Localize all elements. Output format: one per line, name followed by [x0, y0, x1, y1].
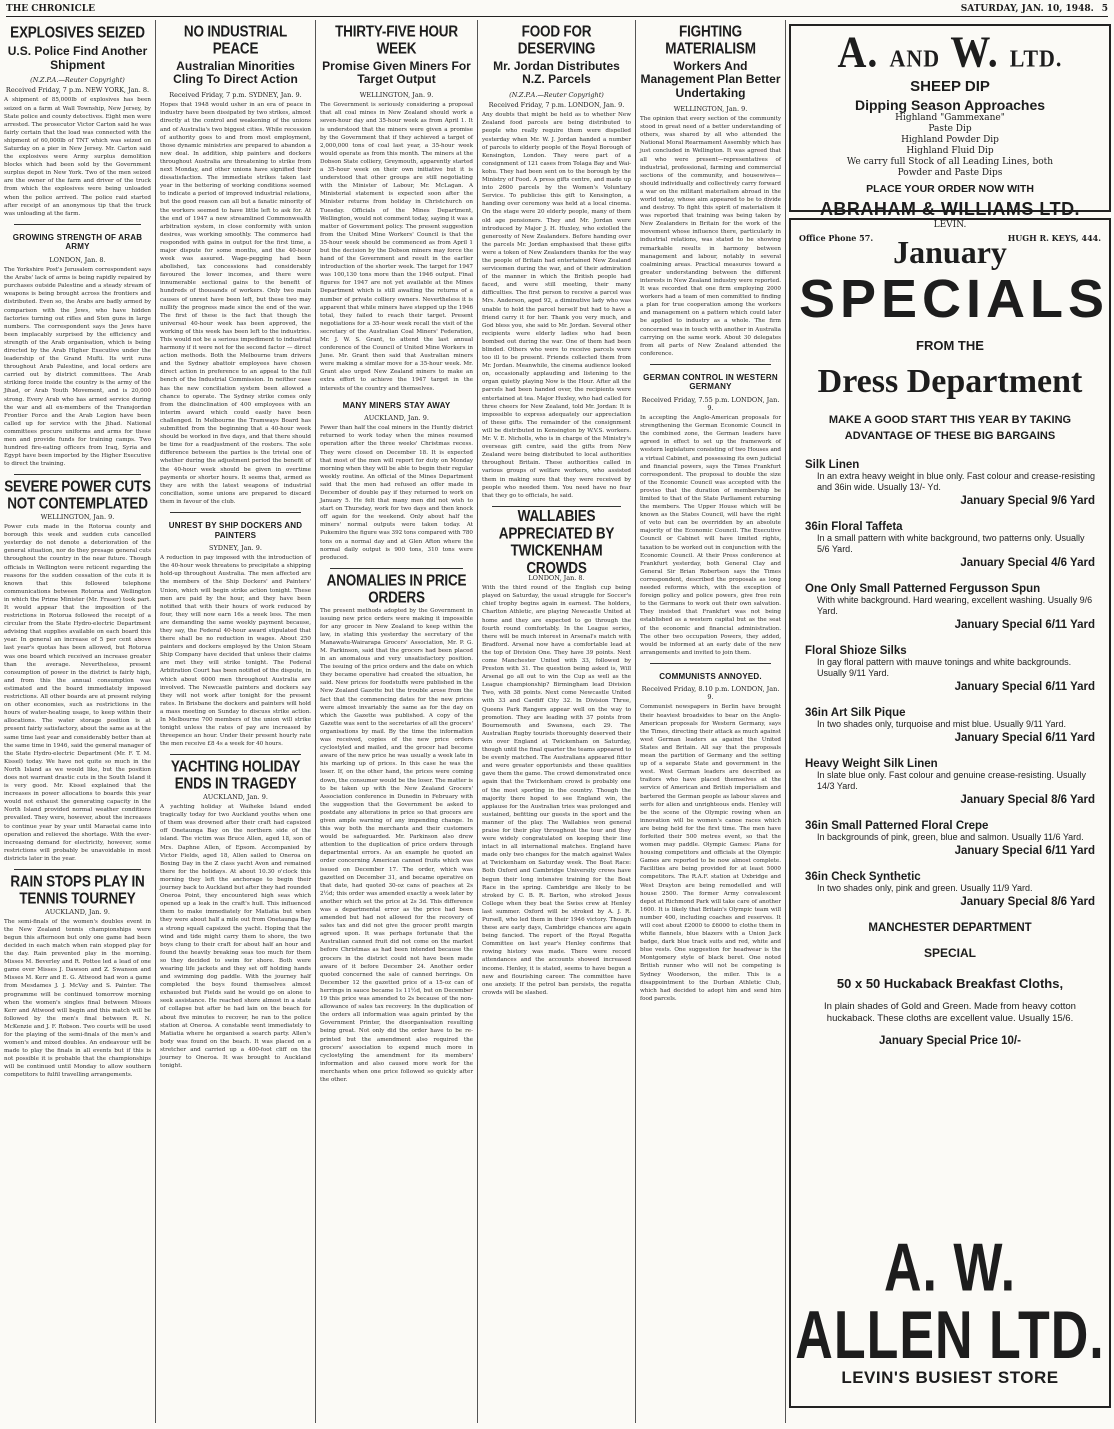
item-price: January Special 8/6 Yard: [960, 895, 1095, 908]
headline: COMMUNISTS ANNOYED.: [659, 671, 762, 681]
issue-date-block: [961, 4, 1108, 14]
sale-item: [805, 707, 1095, 744]
paper-name: THE CHRONICLE: [6, 4, 95, 14]
page-number: 5: [1101, 4, 1108, 14]
item-desc: In two shades only, pink and green. Usually 11/9 Yard.: [817, 882, 1033, 893]
article-body: Hopes that 1948 would usher in an era of peace in industry have been dissipated by two strikes, almost directly at the control and weakening of the unions and of Australia's two biggest cities. While recession of authority goes to and from most employment, those dynamic ministries are prepared to abandon a new deal. In addition, ship painters and dockers throughout Australia are threatening to strike from next Monday, and other unions have signified their dissatisfaction. The immediate strikes taken last year in the bettering of working conditions seemed to indicate a period of improved industrial relations, but the good reason can all but a fanatic minority of the workers seemed to have little left to ask for. At the end of 1947 a new streamlined Commonwealth arbitration system, in close conformity with union desires, was working smoothly. The commerce had responded with gains in output for the first time, a major dispute for some months, and the 40-hour week was assured. Wage-pegging had been abolished, tax concessions had considerably favoured the lower incomes, and there were innumerable sectional gains to the benefit of hundreds of thousands of workers. Only two main causes of unrest have been left, but these two may nullify the progress made since the end of the war. The first of these is the fact that though the universal 40-hour week has been approved, the working of this week has been left to the industries. This would not be a serious impediment to industrial harmony if it were not for the second factor — direct action methods. Both the Melbourne tram drivers and the Sydney abattoir employees have chosen direct action in preference to an appeal to the full bench of the Industrial Commission. In neither case has the new conciliation system been allowed a chance to operate. The Sydney strike comes only from the disinclination of 400 employees with an interim award which could easily have been challenged. In Melbourne the Tramways Board has submitted from the beginning that a 40-hour week should be worked in five days, and that there should be time for a readjustment of the rosters. The sole difference between the parties is the trivial one of whether during the adjustment period the benefit of the 40-hour week should be given in overtime payments or shorter hours. It seems that, armed as they are with the latest weapons of industrial conciliation, some unions are prepared to discard them in favour of the club.: [160, 102, 311, 505]
column-4: [477, 20, 635, 1423]
item-name: Floral Shioze Silks: [805, 644, 907, 657]
item-desc: With white background. Hard wearing, excellent washing. Usually 9/6 Yard.: [817, 594, 1093, 616]
item-name: 36in Floral Taffeta: [805, 520, 903, 533]
product-tagline: Dipping Season Approaches: [854, 97, 1046, 113]
headline: ANOMALIES IN PRICE ORDERS: [326, 571, 467, 606]
ad-from: FROM THE: [916, 337, 984, 353]
dateline: Received Friday, 7.55 p.m. LONDON, Jan. 9.: [641, 396, 780, 413]
manchester-special: SPECIAL: [923, 945, 976, 960]
masthead: [6, 4, 1108, 17]
ad-department: Dress Department: [817, 362, 1083, 400]
allen-advertisement: [789, 218, 1111, 1408]
headline: GROWING STRENGTH OF ARAB ARMY: [12, 232, 143, 252]
aw-brand: [799, 26, 1101, 77]
order-prompt: PLACE YOUR ORDER NOW WITH: [866, 183, 1034, 195]
headline: MANY MINERS STAY AWAY: [342, 400, 451, 410]
headline: NO INDUSTRIAL PEACE: [183, 22, 288, 57]
headline: RAIN STOPS PLAY IN TENNIS TOURNEY: [10, 872, 145, 907]
product-title: SHEEP DIP: [910, 78, 990, 95]
agent-phone: HUGH R. KEYS, 444.: [1007, 233, 1101, 243]
item-price: January Special 4/6 Yard: [960, 556, 1095, 569]
dateline: AUCKLAND, Jan. 9.: [364, 414, 429, 423]
store-name: A. W. ALLEN LTD.: [795, 1230, 1105, 1374]
issue-date: SATURDAY, JAN. 10, 1948.: [960, 4, 1094, 14]
item-desc: In backgrounds of pink, green, blue and salmon. Usually 11/6 Yard.: [817, 831, 1084, 842]
headline: EXPLOSIVES SEIZED: [10, 23, 145, 41]
advertisement-column: [785, 20, 1114, 1423]
article-body: A reduction in pay imposed with the introduction of the 40-hour week threatens to precipitate a shipping hold-up throughout Australia. The men affected are the members of the Ship Dockers' and Painters' Union, which will begin strike action tonight. These men are paid by the hour, and they have been notified that with their hours of work reduced by four, they will now earn 16s a week less. The men are demanding the same weekly payment because, they say, the Federal 40-hour award stipulated that there shall be no reduction in wages. About 250 painters and dockers employed by the Union Steam Ship Company have decided that unless their claims are met they will strike tonight. The Federal Arbitration Court has been notified of the dispute, in which about 6000 men throughout Australia are involved. The Newcastle painters and dockers say they will not work after tonight for the present rates. In Brisbane the dockers and painters will hold a mass meeting on Sunday to discuss strike action. In Melbourne 700 members of the union will strike tonight unless the rates of pay are increased by threepence an hour. Under their present hourly rate the men receive £8 4s a week for 40 hours.: [160, 555, 311, 748]
subheadline: Workers And Management Plan Better Undertaking: [640, 58, 781, 101]
sale-item: [805, 645, 1095, 693]
towel-item: 50 x 50 Huckaback Breakfast Cloths,: [836, 975, 1064, 991]
headline: FIGHTING MATERIALISM: [665, 22, 756, 57]
subheadline: Promise Given Miners For Target Output: [322, 58, 471, 87]
dateline: Received Friday, 7 p.m. SYDNEY, Jan. 9.: [169, 91, 302, 100]
brand-ltd: LTD.: [1009, 44, 1063, 72]
product-line: Highland "Gammexane": [895, 113, 1005, 123]
article-body: Fewer than half the coal miners in the Huntly district returned to work today when the mines resumed operation after the three weeks' Christmas recess. They were closed on December 18. It is expected that most of the men will report for duty on Monday morning when they will be able to begin their regular weekly routine. An official of the Mines Department said that the men had refused an offer made in December of double pay if they returned to work on January 5. He felt that many men did not wish to start on Thursday, work for two days and then knock off again for the weekend. Only about half the miners' normal outputs were taken today. At Pukemiro the figure was 392 tons compared with 780 tons on a normal day and at Glen Afton where the normal daily output is 900 tons, 310 tons were produced.: [320, 425, 473, 561]
ad-promo: MAKE A GOOD START THIS YEAR BY TAKING ADVANTAGE OF THESE BIG BARGAINS: [828, 413, 1072, 442]
article-body: With the third round of the English cup being played on Saturday, the usual struggle for Soccer's chief trophy begins again in earnest. The holders, Charlton Athletic, are playing Newcastle United at home and they are expected to go through the fourth round comfortably. In the League series, there will be much interest in Arsenal's match with Bradford. Arsenal now have a comfortable lead at the top of Division One. They have 39 points. Next come Manchester United with 33, followed by Preston with 31. The question being asked is, Will Arsenal go all out to win the Cup as well as the League championship? Birmingham lead Division Two, with 38 points. Next come Newcastle United with 33 and Cardiff City 32. In Division Three, Queens Park Rangers appear well on the way to promotion. They are leading with 37 points from Bournemouth and Swansea, each 29. The Australian Rugby tourists thoroughly deserved their win over England at Twickenham on Saturday, though until the final quarter the teams appeared to be evenly matched. The Australians appeared fitter and were greater opportunists and these qualities gave them the game. The crowd demonstrated once again that the Twickenham crowd is probably one of the most sporting in the country. Though the majority there hoped to see England win, the applause for the Australian tries was prolonged and sustained, befitting our guests in the sport and the manner of the play. The Wallabies won general praise for their play throughout the tour and they were widely congratulated on keeping their line intact in all international matches. England have made only two changes for the match against Wales at Twickenham on Saturday week. The Boat Race: Both Oxford and Cambridge University crews have begun their long intensive training for the Boat Race in the spring. Cambridge are likely to be stroked by C. B. R. Barton, who stroked Jesus College when they beat the Swiss crew at Henley last summer. Oxford will be stroked by A. J. R. Pursell, who led them in their 1946 victory. Though these are early days, Cambridge chances are again being fancied. The report of the Royal Regatta Committee on last year's Henley confirms that rowing history was made. There were record attendances and the accounts showed increased income. Henley, it is stated, seems to have begun a new and flourishing career. The committee have one anxiety. If the petrol ban persists, the regatta crowds will be slashed.: [482, 585, 631, 996]
headline: WALLABIES APPRECIATED BY TWICKENHAM CROWDS: [498, 507, 615, 576]
article-body: The opinion that every section of the community stood in great need of a better understanding of others, was shared by all who attended the National Moral Rearmament Assembly which has just concluded in Wellington. It was agreed that all who were present—representatives of industrial, professional, farming and commercial sections of the community, and housewives—should individually and collectively carry forward a war on the militant materialism abroad in the world today, whose aim appeared to be to divide and destroy. To fight this spirit of materialism it was reported that training was being taken by New Zealanders in Britain for the work of the movement whose influence there, particularly in industrial relations, was stated to be showing remarkable results in harmony between management and labour, notably in several coalmining areas. Practical measures toward a greater understanding between the different interests in New Zealand industry were reported. It was recorded that one firm employing 2000 workers had a team of men committed to finding a plan for true cooperation among the workers and management on a pattern which could later be applied to industry as a whole. The firm concerned was in touch with another in Australia carrying on the same work. About 30 delegates from all parts of New Zealand attended the conference.: [640, 116, 781, 357]
article-body: The present methods adopted by the Government in issuing new price orders were making it impossible for any grocer in New Zealand to keep within the law, in stating this yesterday the secretary of the Manawatu-Wairarapa Grocers' Association, Mr. P. G. M. Parkinson, said that the grocers had been placed in an anomalous and very unsatisfactory position. The issuing of the price orders and the date on which they became operative had created the situation, he said. New prices for foodstuffs were published in the New Zealand Gazette but the trouble arose from the fact that the commencing dates for the new prices were almost invariably the same as for the day on which the Gazette was published. A copy of the Gazette was sent to the secretaries of all the grocers' organisations by mail. By the time the information was received, copies of the new price orders cyclostyled and mailed, and the grocer had become aware of the new price he was usually a week late in his marking up of prices. In this case he was the loser. If, on the other hand, the prices were coming down, the consumer would be the loser. The matter is to be taken up with the New Zealand Grocers' Association conference in Dunedin in February with the suggestion that the Government be asked to postdate any alterations in price so that grocers are given ample warning of any impending change. In this way both the merchants and their customers would be safeguarded. Mr. Parkinson also drew attention to the duplication of price orders through departmental errors. As an example he quoted an order concerning American canned fruits which was issued on December 17. The order, which was gazetted on December 31, and became operative on that date, had quoted 30-oz cans of peaches at 2s 2½d; this order was amended exactly a week later by another which set the price at 2s 3d. This difference was a departmental error as the price had been amended but had not allowed for the recovery of sales tax and did not give the grocer profit margin agreed upon. It was perhaps fortunate that the Australian canned fruit did not come on the market before Christmas as had been intended because the grocers in the district could not have been made aware of it before December 24. Another order quoted concerned the sale of canned herrings. On December 12 the gazetted price of a 15-oz can of herrings in sauce became 1s 11½d, but on December 19 this price was amended to 2s because of the non-allowance of sales tax recovery. In the duplication of the orders all information was again printed by the Government Printer, the disorganisation resulting being great. Not only did the order have to be re-printed but the amendment also required the grocers' association to expend much more in cyclostyling the amendment for its members' information and also caused more work for the merchants when one price followed so quickly after the other.: [320, 607, 473, 1083]
product-line: Paste Dip: [928, 124, 972, 134]
dateline: Received Friday, 7 p.m. LONDON, Jan. 9.: [488, 101, 625, 110]
credit-line: (N.Z.P.A.—Reuter Copyright): [30, 76, 125, 85]
dealer-town: LEVIN.: [933, 220, 967, 230]
headline: UNREST BY SHIP DOCKERS AND PAINTERS: [168, 520, 303, 540]
article-body: The semi-finals of the women's doubles event in the New Zealand tennis championships were begun this afternoon but only one game had been decided in each match when rain stopped play for the day. Rain prevented play in the morning. Misses M. Beverley and R. Pottee led a lead of one game over Misses J. Dawson and Z. Swanson and Misses M. Kerr and E. G. Attwood had won a game from Mesdames J. J. McVay and S. Painter. The programme will be continued tomorrow morning when the women's singles final between Misses Kerr and Attwood will begin and this match will be followed by the men's final between R. N. McKenzie and J. F. Robson. Two courts will be used for the playing of the semi-finals of the men's and women's and mixed doubles. An endeavour will be made to play the finals in all events but if this is not possible it is probable that the championships will be continued until Monday to allow southern competitors to fulfil travelling arrangements.: [4, 918, 151, 1079]
item-price: January Special 8/6 Yard: [960, 793, 1095, 806]
article-body: The Government is seriously considering a proposal that all coal mines in New Zealand should work a seven-hour day and 35-hour week as from April 1. It is understood that the miners were given a promise by the Government that if they achieved a target of 2,000,000 tons of coal last year, a 35-hour week would operate as from this month. The miners at the Dobson State colliery, Greymouth, apparently started a 35-hour week on their own initiative but it is understood that other groups are still negotiating with the Minister of Labour, Mr. McLagan. A Ministerial statement is expected soon after the Minister returns from holiday in Christchurch on Tuesday. Officials of the Mines Department, Wellington, would not comment today, saying it was a matter of Government policy. The present suggestion from the United Mine Workers' Council is that the 35-hour week should be commenced as from April 1 but the decision by the Dobson miners may force the hand of the Government and result in the earlier introduction of the shorter week. The target for 1947 was 100,130 tons more than the 1946 output. Final figures for 1947 are not yet available at the Mines Department which is still awaiting the returns of a number of private colliery owners. Nevertheless it is apparent that while miners have stepped up the 1946 total, they failed to reach their target. Present negotiations for a 35-hour week recall the visit of the secretary of the Australian Coal Miners' Federation, Mr. J. W. S. Grant, to attend the last annual conference of the Council of United Mine Workers in June. Mr. Grant then said that Australian miners were making a similar move for a 35-hour week. Mr. Grant also urged New Zealand miners to make an extra effort to achieve the 1947 target in the interests of the country and themselves.: [320, 102, 473, 392]
sale-item: [805, 820, 1095, 857]
subheadline: U.S. Police Find Another Shipment: [7, 43, 148, 72]
article-body: Power cuts made in the Rotorua county and borough this week and sudden cuts cancelled yesterday do not denote a deterioration of the general situation, nor do they presage general cuts throughout the country in the near future. Though officials in Wellington were reticent regarding the reasons for the sudden cessation of the cuts it is known that this followed telephone communications between Rotorua and Wellington in which the Prime Minister (Mr. Fraser) took part. It would appear that the imposition of the restrictions in Rotorua followed the receipt of a circular from the State Hydro-electric Department advising that supplies available on each board this year. In general an increase of 5 per cent above last year's quotas has been allowed, but Rotorua was one board which received an increase greater than the average. Nevertheless, present consumption of power in the district is fairly high, and from this the annual consumption was estimated and the board immediately imposed restrictions. All other boards are at present relying on other economies, such as restrictions in the hours of water-heating usage, to keep within their allocations. The water storage position is at present fairly satisfactory, about the same as at the same time last year and considerably better than at the same time in 1946, said the general manager of the State Hydro-electric Department (Mr. F. T. M. Kissel) today. We have not quite so much in the North Island as we would like, but the position does not warrant drastic cuts in the South Island it is very good. Mr. Kissel explained that the increases in power allocations to boards this year would not exhaust the generating capacity in the North Island provided normal weather conditions prevailed. They were, however, about the increases to continue year by year until Maraetai came into operation and relieved the shortage. With the ever-increasing demand for electricity, however, some restrictions will probably be unavoidable in most districts later in the year.: [4, 524, 151, 862]
item-name: Heavy Weight Silk Linen: [805, 757, 938, 770]
ad-month: January: [893, 234, 1007, 270]
divider: [330, 568, 463, 569]
article-body: A shipment of 85,000lb of explosives has been seized on a farm at Wall Township, New Jersey, by State police and county detectives. Eight men were arrested. The prosecutor Victor Carton said he was fairly certain that the load was connected with the shipment of 60,000lb of TNT which was seized on Saturday on a pier in New Jersey. Mr. Carton said the explosives were Army surplus demolition blocks which had been sold by the Government surplus depot in New York. Two of the men seized are the owner of the farm and driver of the truck from which the explosives were being unloaded when the police arrived. The police raid started after receipt of an anonymous tip that the truck was unloading at the farm.: [4, 97, 151, 217]
article-body: A yachting holiday at Waiheke Island ended tragically today for two Auckland youths when one of them was drowned after their craft had capsized off Onetaunga Bay on the northern side of the island. The victim was Bruce Allen, aged 18, son of Mrs. Daphne Allen, of Epsom. Accompanied by Victor Fields, aged 18, Allen sailed to Oneroa on Boxing Day in the Z class yacht Avon and remained there for the holidays. At about 10.30 o'clock this morning they left the anchorage to begin their journey back to Auckland but after they had rounded Oneroa Point, they encountered high seas which opened up a leak in the craft's hull. This influenced them to make immediately for Matiatia but when they were about half a mile out from Onetaunga Bay a strong squall capsized the yacht. Hoping that the wind and tide might carry them to shore, the two boys clung to their craft for about half an hour and found the heavily breaking seas too much for them so they decided to swim for shore. Both were wearing life jackets and they set off holding hands and swimming dog paddle. With the journey half completed the boys found themselves almost exhausted but Fields said he would go on alone to seek assistance. He reached shore almost in a state of collapse but after he had lain on the beach for about five minutes to recover, he ran to the police station at Oneroa. A constable went immediately to Matiatia where he organised a search party. Allen's body was found on the beach. It was placed on a stretcher and carried up a 400-foot cliff on the journey to Oneroa. It was brought to Auckland tonight.: [160, 804, 311, 1070]
store-signature: [791, 1230, 1109, 1388]
item-desc: In a small pattern with white background, two patterns only. Usually 5/6 Yard.: [817, 532, 1085, 554]
item-desc: In an extra heavy weight in blue only. Fast colour and crease-resisting and 36in wide. Usually 13/- Yd.: [817, 470, 1095, 492]
article-body: Communist newspapers in Berlin have brought their heaviest broadsides to bear on the Anglo-American proposals for Western Germany, says the Times, directing their attack as much against west German leaders as against the United States and Britain. All say that the proposals mean the partition of Germany and the setting up of a separate State and government in the west. West German leaders are described as traitors who have placed themselves at the service of American and British imperialism and bartered the German people as labour slaves and serfs for alien and unrighteous ends. Henley will be the scene of the Olympic rowing when an innovation will be women's canoe races which are being held for the first time. The men have forfeited their 500 metres event, so that the women may paddle. Olympic Games: Plans for housing competitors and officials at the Olympic Games are reported to be now almost complete. Facilities are being provided for at least 5000 competitors. The R.A.F. station at Uxbridge and West Drayton are being remodelled and will house 2500. The former Army convalescent depot at Richmond Park will take care of another 1600. It is likely that Britain's Olympic team will number 400, including coaches and reserves. It will cost about £2000 to £6000 to clothe them in white flannels, blue blazers with a Union Jack badge, dark blue track suits and red, white and blue vests. One suggestion for headwear is the Montgomery style of black beret. One noted British runner who will not be competing is Sydney Wooderson, the miler. This is a disappointment to the Durban Athletic Club, which had decided to adopt him and send him food parcels.: [640, 704, 781, 1002]
towel-price: January Special Price 10/-: [879, 1034, 1021, 1047]
item-name: One Only Small Patterned Fergusson Spun: [805, 582, 1041, 595]
product-line: We carry full Stock of all Leading Lines, both: [846, 157, 1054, 167]
headline: FOOD FOR DESERVING: [517, 22, 596, 57]
headline: THIRTY-FIVE HOUR WEEK: [335, 22, 458, 57]
brand-and: AND: [889, 44, 941, 72]
divider: [170, 512, 301, 513]
divider: [14, 869, 141, 870]
dateline: LONDON, Jan. 8.: [49, 256, 106, 265]
dateline: SYDNEY, Jan. 9.: [209, 544, 262, 553]
item-desc: In gay floral pattern with mauve tonings and white backgrounds. Usually 9/11 Yard.: [817, 656, 1072, 678]
article-body: In accepting the Anglo-American proposals for strengthening the German Economic Council in the combined zone, the German leaders have agreed in effect to set up the framework of western legislature consisting of two Houses and a virtual Cabinet, and possessing its own judicial and financial powers, says the Times Frankfurt correspondent. The proposal to double the size of the Economic Council was accepted with the proviso that the duration of membership be limited to that of the State Parliament returning the members. The Upper House which will be known as the States Council, will have the right of veto but can be overridden by an absolute majority of the Economic Council. The Executive Council or Cabinet will have limited rights, taxation to be worked out in conjunction with the Economic Council. At their Press conference at Frankfurt yesterday, both General Clay and General Sir Brian Robertson says the Times correspondent, described the proposals as long needed reforms which, with the exception of foreign policy and police powers, give free rein to the Germans to work out their own salvation. They insisted that Frankfurt was not being established as a western capital but as the seat of the economic and financial administration. The other two occupation Powers, they added, would be informed at an early date of the new arrangements and invited to join them.: [640, 415, 781, 656]
store-tagline: LEVIN'S BUSIEST STORE: [841, 1368, 1059, 1387]
dateline: Received Friday, 8.10 p.m. LONDON, Jan. 9.: [641, 685, 780, 702]
sale-item: [805, 871, 1095, 908]
sale-item: [805, 521, 1095, 569]
column-2: [155, 20, 315, 1423]
divider: [650, 663, 771, 664]
manchester-heading: MANCHESTER DEPARTMENT: [868, 921, 1032, 934]
item-price: January Special 6/11 Yard: [954, 844, 1095, 857]
column-5: [635, 20, 785, 1423]
item-name: 36in Art Silk Pique: [805, 706, 906, 719]
headline: GERMAN CONTROL IN WESTERN GERMANY: [643, 372, 778, 392]
item-price: January Special 6/11 Yard: [954, 731, 1095, 744]
sale-item: [805, 583, 1095, 631]
column-3: [315, 20, 477, 1423]
dealer-name: ABRAHAM & WILLIAMS LTD.: [819, 199, 1081, 219]
product-line: Highland Fluid Dip: [906, 146, 994, 156]
office-phone: Office Phone 57.: [799, 233, 874, 243]
subheadline: Mr. Jordan Distributes N.Z. Parcels: [493, 58, 620, 87]
subheadline: Australian Minorities Cling To Direct Action: [173, 58, 298, 87]
product-line: Powder and Paste Dips: [897, 168, 1003, 178]
credit-line: (N.Z.P.A.—Reuter Copyright): [509, 91, 604, 100]
headline: SEVERE POWER CUTS NOT CONTEMPLATED: [4, 477, 151, 513]
dateline: AUCKLAND, Jan. 9.: [45, 907, 110, 916]
ad-specials: SPECIALS: [799, 269, 1110, 329]
headline: YACHTING HOLIDAY ENDS IN TRAGEDY: [170, 758, 301, 793]
divider: [14, 224, 141, 225]
item-name: 36in Check Synthetic: [805, 870, 921, 883]
sale-item: [805, 459, 1095, 507]
dateline: WELLINGTON, Jan. 9.: [673, 105, 748, 114]
dateline: WELLINGTON, Jan. 9.: [359, 91, 434, 100]
column-1: [0, 20, 155, 1423]
item-name: Silk Linen: [805, 458, 860, 471]
item-price: January Special 9/6 Yard: [960, 494, 1095, 507]
divider: [650, 364, 771, 365]
dateline: LONDON, Jan. 8.: [528, 574, 585, 583]
dateline: AUCKLAND, Jan. 9.: [203, 793, 268, 802]
item-name: 36in Small Patterned Floral Crepe: [805, 819, 989, 832]
product-line: Highland Powder Dip: [901, 135, 999, 145]
towel-desc: In plain shades of Gold and Green. Made from heavy cotton huckaback. These cloths are excellent value. Usually 15/6.: [824, 1000, 1076, 1024]
divider: [170, 754, 301, 755]
item-desc: In two shades only, turquoise and mist blue. Usually 9/11 Yard.: [817, 718, 1066, 729]
brand-a: A.: [837, 26, 879, 77]
dateline: WELLINGTON, Jan. 9.: [40, 513, 115, 522]
item-desc: In slate blue only. Fast colour and genuine crease-resisting. Usually 14/3 Yard.: [817, 769, 1086, 791]
divider: [14, 474, 141, 475]
article-body: The Yorkshire Post's Jerusalem correspondent says the Arabs' lack of arms is being rapidly repaired by purchases outside Palestine and a steady stream of weapons is being brought across the frontiers and distributed. Even so, the Arabs are badly armed by comparison with the Jews, who have hidden factories turning out rifles and Sten guns in large numbers. The correspondent says the Jews have been implacably surprised by the efficiency and strength of the Arab organisation, which is being directed by the Arab Higher Executive under the leadership of the Grand Mufti. Its writ runs throughout Arab Palestine, and local orders are carried out by district committees. The Arab striking force inside the country is the army of the Jihad, or Arab Youth Movement, and is 20,000 strong. Every Arab who has armed service during the war and all ex-members of the Transjordan Frontier Force and the Arab Legion have been called up for service with the Jihad. National committees procure uniforms and arms for these men and provide funds for training camps. Two hundred fire-eating officers from Iraq, Syria and Egypt have been imported by the Higher Executive to direct the training.: [4, 267, 151, 468]
article-body: Any doubts that might be held as to whether New Zealand food parcels are being distributed to people who really require them were dispelled yesterday when Mr. W. J. Jordan handed a number of parcels to elderly people of the Royal Borough of Kensington, London. They were part of a consignment of 121 cases from Tolaga Bay and Wai-kohu. They had been sent on to the borough by the Ministry of Food. A press gifts centre, and made up into 2600 parcels by the Women's Voluntary Service. To publicise this gift to Kensington, a handing over ceremony was held at a local cinema. On the stage were 20 elderly people, many of them old age pensioners. They and Mr. Jordan were introduced by Major J. H. Huxley, who extolled the generosity of New Zealanders. Before handing over the parcels Mr. Jordan emphasised that these gifts were a token of New Zealanders thanks for the way the people of Britain had entertained New Zealand servicemen during the war, and of their admiration of the manner in which the British people had faced, and were still meeting, their many difficulties. The first person to receive a parcel was Mrs. Anderson, aged 92, a diminutive lady who was unable to hold the parcel herself but had to have a friend carry it for her. Thank you very much, and God bless you, she said to Mr. Jordan. Several other recipients were elderly ladies who had been bombed out during the war. One of them had been blinded. Others who were to receive parcels were too ill to be present. Friends collected them from Mr. Jordan. Meanwhile, the cinema audience looked on, occasionally applauding and listening to the organ quietly playing Now is the Hour. After all the parcels had been handed over, the recipients were entertained at tea. Major Huxley, who had called for three cheers for New Zealand, told Mr. Jordan: It is impossible to express adequately our appreciation of these gifts. The remainder of the consignment will be distributed in Kensington by W.V.S. workers. Mr. V. E. Nicholls, who is in charge of the Ministry's overseas gift centre, said the gifts from New Zealand were being distributed to local authorities throughout Britain. These authorities called in various groups of welfare workers, who assisted them in making sure that they were received by people who needed them. You need have no fear that they go to officials, he said.: [482, 112, 631, 499]
dateline: Received Friday, 7 p.m. NEW YORK, Jan. 8.: [5, 86, 150, 95]
item-price: January Special 6/11 Yard: [954, 680, 1095, 693]
sale-item: [805, 758, 1095, 806]
item-price: January Special 6/11 Yard: [954, 618, 1095, 631]
aw-ltd-advertisement: [789, 24, 1111, 243]
brand-w: W.: [950, 26, 999, 77]
